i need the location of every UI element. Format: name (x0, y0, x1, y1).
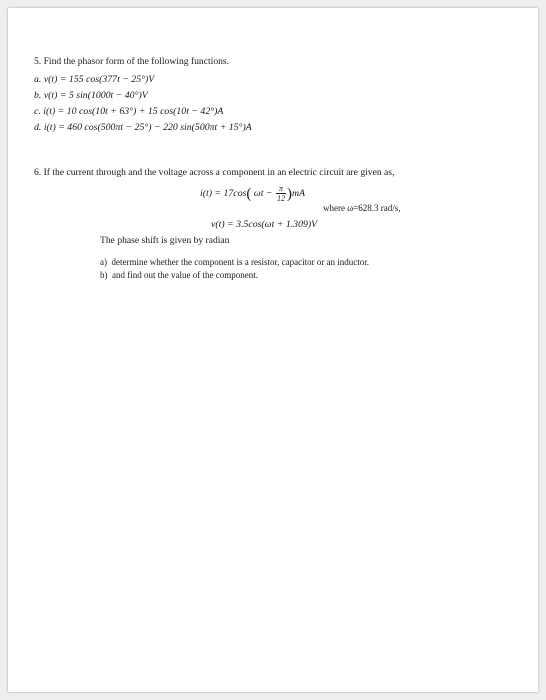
question-5-heading: 5. Find the phasor form of the following functions. (34, 56, 230, 67)
current-lhs: i(t) = 17cos (200, 187, 247, 199)
q5-item-a-label: a. (34, 74, 42, 85)
q5-item-a-expr: v(t) = 155 cos(377t − 25°)V (43, 74, 155, 85)
fraction-denominator: 12 (276, 194, 285, 203)
current-arg-start: ωt − (253, 187, 273, 199)
q6-task-a (100, 257, 369, 267)
voltage-equation: v(t) = 3.5cos(ωt + 1.309)V (211, 219, 318, 230)
q6-task-b (100, 270, 258, 280)
q5-item-d (34, 122, 252, 133)
phase-shift-note: The phase shift is given by radian (100, 235, 230, 246)
fraction-numerator: π (276, 184, 286, 194)
q5-item-c-expr: i(t) = 10 cos(10t + 63°) + 15 cos(10t − 42°)A (43, 106, 224, 117)
q6-task-a-text: determine whether the component is a resistor, capacitor or an inductor. (111, 257, 370, 267)
q6-task-b-text: and find out the value of the component. (112, 270, 258, 280)
omega-value: where ω=628.3 rad/s, (323, 203, 401, 213)
q6-task-a-label: a) (100, 257, 107, 267)
q5-item-b (34, 90, 148, 101)
pi-over-12-fraction (276, 184, 286, 203)
q5-item-c-label: c. (34, 106, 41, 117)
q6-task-b-label: b) (100, 270, 108, 280)
q5-item-a (34, 74, 154, 85)
q5-item-b-expr: v(t) = 5 sin(1000t − 40°)V (43, 90, 148, 101)
question-6-heading: 6. If the current through and the voltage across a component in an electric circuit are given as, (34, 167, 395, 178)
q5-item-d-label: d. (34, 122, 42, 133)
paren-open: ( (246, 185, 252, 202)
current-equation (200, 184, 305, 203)
q5-item-d-expr: i(t) = 460 cos(500πt − 25°) − 220 sin(500πt + 15°)A (43, 122, 252, 133)
document-page (8, 8, 538, 692)
q5-item-b-label: b. (34, 90, 42, 101)
current-unit: mA (291, 187, 306, 199)
paren-close: ) (286, 185, 292, 202)
q5-item-c (34, 106, 223, 117)
